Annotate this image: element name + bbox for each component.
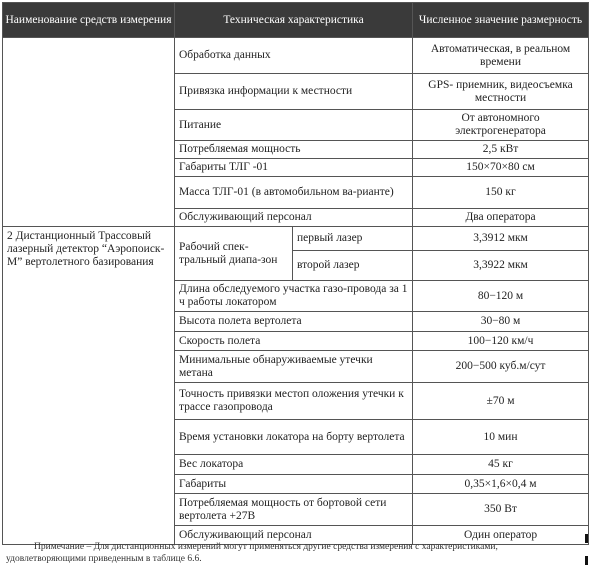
- header-row: [3, 3, 589, 38]
- row-value: 350 Вт: [413, 494, 589, 526]
- table-row: [3, 38, 589, 74]
- row-value: 0,35×1,6×0,4 м: [413, 475, 589, 494]
- row-characteristic: Габариты: [175, 475, 413, 494]
- row-value: Автоматическая, в реальном времени: [413, 38, 589, 74]
- row-characteristic: Минимальные обнаруживаемые утечки метана: [175, 351, 413, 383]
- row-value: 2,5 кВт: [413, 141, 589, 159]
- row-value: 45 кг: [413, 455, 589, 475]
- row-characteristic: Время установки локатора на борту вертолета: [175, 420, 413, 455]
- table-row: [3, 227, 589, 251]
- row-characteristic: Вес локатора: [175, 455, 413, 475]
- row-characteristic: Обслуживающий персонал: [175, 526, 413, 545]
- group1-name-cell: [3, 38, 175, 227]
- first-laser-label: первый лазер: [293, 227, 413, 251]
- second-laser-value: 3,3922 мкм: [413, 251, 589, 281]
- row-characteristic: Габариты ТЛГ -01: [175, 159, 413, 177]
- row-value: 200−500 куб.м/сут: [413, 351, 589, 383]
- row-value: Два оператора: [413, 209, 589, 227]
- row-value: 150 кг: [413, 177, 589, 209]
- margin-mark: [585, 534, 588, 543]
- row-value: GPS- приемник, видеосъемка местности: [413, 74, 589, 110]
- specs-table: [2, 2, 589, 545]
- row-characteristic: Питание: [175, 110, 413, 141]
- row-characteristic: Потребляемая мощность: [175, 141, 413, 159]
- row-characteristic: Скорость полета: [175, 332, 413, 351]
- row-characteristic: Высота полета вертолета: [175, 312, 413, 332]
- row-characteristic: Привязка информации к местности: [175, 74, 413, 110]
- header-characteristic: Техническая характеристика: [175, 3, 413, 38]
- row-value: Один оператор: [413, 526, 589, 545]
- first-laser-value: 3,3912 мкм: [413, 227, 589, 251]
- row-characteristic: Обслуживающий персонал: [175, 209, 413, 227]
- group2-name: 2 Дистанционный Трассовый лазерный детектор “Аэропоиск-М” вертолетного базирования: [3, 227, 175, 545]
- table-note: Примечание – Для дистанционных измерений могут применяться другие средства измерения с характеристиками, удовлетворяющими приведенным в таблице 6.6.: [6, 542, 498, 564]
- row-characteristic: Длина обследуемого участка газо-провода за 1 ч работы локатором: [175, 281, 413, 312]
- row-characteristic: Точность привязки местоп оложения утечки к трассе газопровода: [175, 383, 413, 420]
- row-value: 150×70×80 см: [413, 159, 589, 177]
- row-value: ±70 м: [413, 383, 589, 420]
- row-characteristic: Масса ТЛГ-01 (в автомобильном ва-рианте): [175, 177, 413, 209]
- header-name: Наименование средств измерения: [3, 3, 175, 38]
- row-value: 100−120 км/ч: [413, 332, 589, 351]
- row-value: 80−120 м: [413, 281, 589, 312]
- header-value: Численное значение размерность: [413, 3, 589, 38]
- spectral-range-label: Рабочий спек-тральный диапа-зон: [175, 227, 293, 281]
- row-characteristic: Обработка данных: [175, 38, 413, 74]
- row-characteristic: Потребляемая мощность от бортовой сети вертолета +27В: [175, 494, 413, 526]
- row-value: 10 мин: [413, 420, 589, 455]
- row-value: 30−80 м: [413, 312, 589, 332]
- second-laser-label: второй лазер: [293, 251, 413, 281]
- row-value: От автономного электрогенератора: [413, 110, 589, 141]
- margin-mark: [585, 556, 588, 565]
